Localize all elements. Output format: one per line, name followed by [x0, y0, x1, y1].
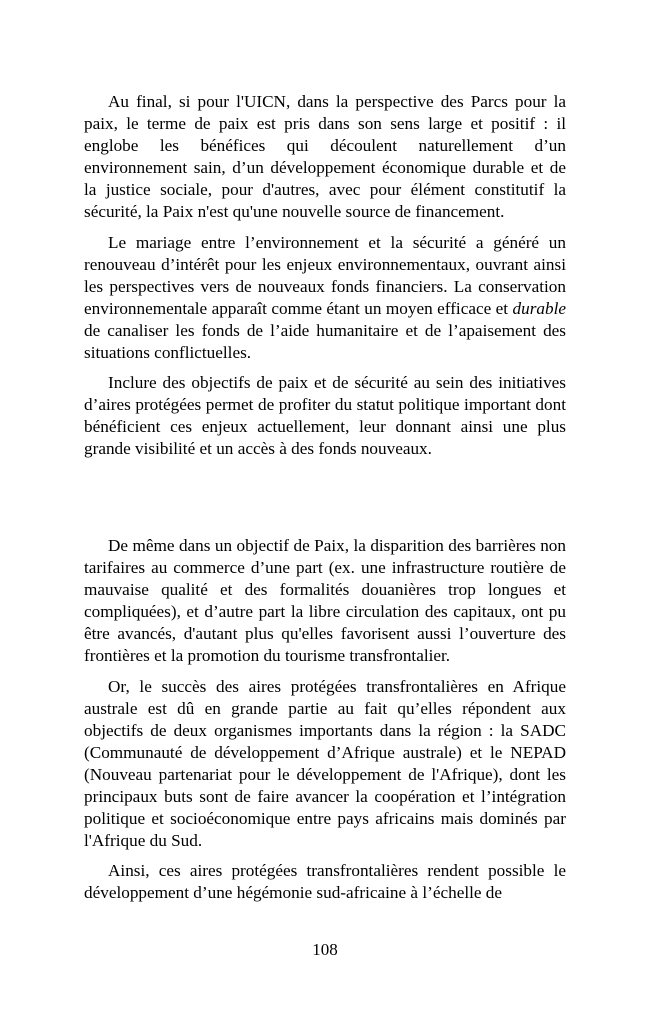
text-block-upper: [84, 91, 566, 461]
paragraph-2: [84, 232, 566, 365]
page-number: 108: [312, 940, 338, 959]
paragraph-5: Or, le succès des aires protégées transfrontalières en Afrique australe est dû en grande partie au fait qu’elles répondent aux objectifs de deux organismes importants dans la région : la SADC (Communauté de développement d’Afrique australe) et le NEPAD (Nouveau partenariat pour le développement de l'Afrique), dont les principaux buts sont de faire avancer la coopération et l’intégration politique et socioéconomique entre pays africains mais dominés par l'Afrique du Sud.: [84, 676, 566, 851]
paragraph-2-text-end: de canaliser les fonds de l’aide humanitaire et de l’apaisement des situations conflictuelles.: [84, 320, 566, 363]
paragraph-2-text-start: Le mariage entre l’environnement et la sécurité a généré un renouveau d’intérêt pour les enjeux environnementaux, ouvrant ainsi les perspectives vers de nouveaux fonds financiers. La conservation environnementale apparaît comme étant un moyen efficace et: [84, 232, 566, 318]
paragraph-1: Au final, si pour l'UICN, dans la perspective des Parcs pour la paix, le terme de paix est pris dans son sens large et positif : il englobe les bénéfices qui découlent naturellement d’un environnement sain, d’un développement économique durable et de la justice sociale, pour d'autres, avec pour élément constitutif la sécurité, la Paix n'est qu'une nouvelle source de financement.: [84, 92, 566, 222]
paragraph-3: Inclure des objectifs de paix et de sécurité au sein des initiatives d’aires protégées permet de profiter du statut politique important dont bénéficient ces enjeux actuellement, leur donnant ainsi une plus grande visibilité et un accès à des fonds nouveaux.: [84, 373, 566, 459]
paragraph-4: De même dans un objectif de Paix, la disparition des barrières non tarifaires au commerce d’une part (ex. une infrastructure routière de mauvaise qualité et des formalités douanières trop longues et compliquées), et d’autre part la libre circulation des capitaux, ont pu être avancés, d'autant plus qu'elles favorisent aussi l’ouverture des frontières et la promotion du tourisme transfrontalier.: [84, 536, 566, 666]
paragraph-6: Ainsi, ces aires protégées transfrontalières rendent possible le développement d’une hégémonie sud-africaine à l’échelle de: [84, 861, 566, 903]
emphasis-durable: durable: [512, 298, 566, 318]
text-block-lower: [84, 535, 566, 905]
